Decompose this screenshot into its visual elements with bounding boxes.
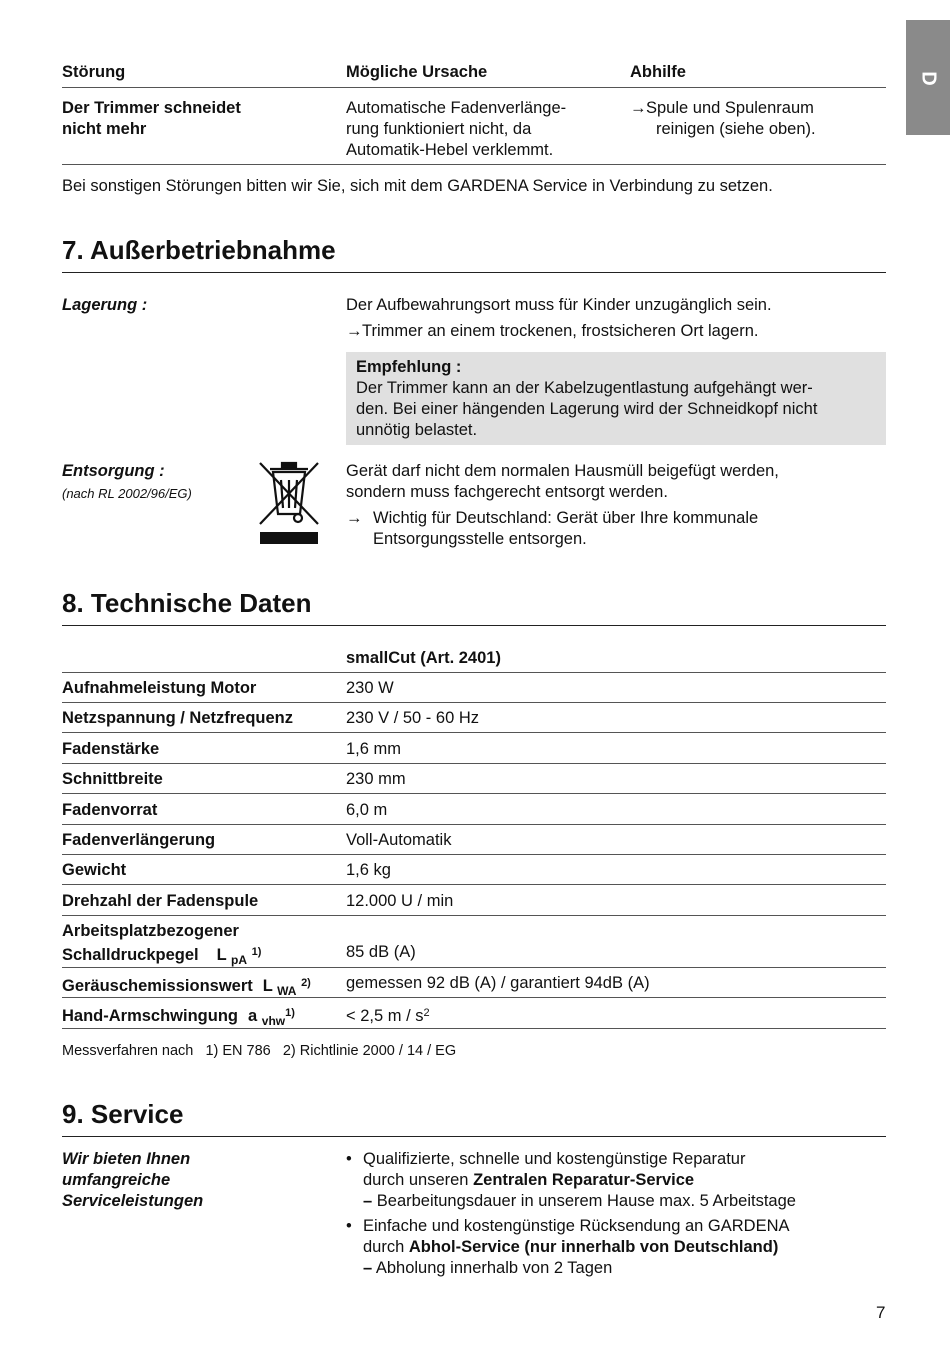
cause-text (346, 98, 566, 161)
model-header: smallCut (Art. 2401) (346, 649, 501, 667)
storage-action (346, 321, 758, 342)
noise-emission-symbol: L (262, 977, 273, 995)
tech-divider (62, 793, 886, 794)
sound-pressure-label-line: Schalldruckpegel (62, 946, 199, 964)
problem-line: nicht mehr (62, 120, 147, 138)
problem-line: Der Trimmer schneidet (62, 99, 241, 117)
service-bullet-line: Bearbeitungsdauer in unserem Hause max. 5 Arbeitstage (372, 1192, 796, 1210)
cause-line: Automatische Fadenverlänge- (346, 99, 567, 117)
troubleshooting-footer: Bei sonstigen Störungen bitten wir Sie, sich mit dem GARDENA Service in Verbindung zu setzen. (62, 177, 773, 195)
noise-emission-value: gemessen 92 dB (A) / garantiert 94dB (A) (346, 974, 650, 992)
tech-divider (62, 1028, 886, 1029)
tech-divider (62, 702, 886, 703)
section-9-title: 9. Service (62, 1099, 184, 1129)
crossed-out-wheelie-bin-icon (256, 460, 322, 546)
section-7-rule (62, 272, 886, 273)
table-header-problem: Störung (62, 63, 126, 81)
tech-row-value: 230 mm (346, 770, 406, 788)
tech-divider (62, 732, 886, 733)
service-bullet-highlight: Zentralen Reparatur-Service (473, 1171, 695, 1189)
disposal-text (346, 461, 779, 503)
noise-emission-subscript: WA (277, 984, 297, 998)
tech-divider (62, 824, 886, 825)
remedy-line: Spule und Spulenraum (646, 99, 814, 117)
tech-divider (62, 967, 886, 968)
service-bullet-dash: – (363, 1192, 373, 1210)
tech-row-value: 230 W (346, 679, 394, 697)
disposal-note: (nach RL 2002/96/EG) (62, 486, 192, 501)
sound-pressure-ref: 1) (251, 946, 262, 958)
service-bullet-line-prefix: durch unseren (363, 1171, 474, 1189)
sound-pressure-symbol: L (216, 946, 227, 964)
service-bullet-line: Einfache und kostengünstige Rücksendung an GARDENA (363, 1217, 790, 1235)
storage-action-text: Trimmer an einem trockenen, frostsicheren Ort lagern. (362, 322, 759, 340)
sound-pressure-subscript: pA (231, 953, 248, 967)
tech-divider (62, 763, 886, 764)
measurement-footnote: Messverfahren nach 1) EN 786 2) Richtlinie 2000 / 14 / EG (62, 1043, 457, 1059)
sound-pressure-label (62, 921, 261, 971)
language-tab-label: D (917, 71, 940, 86)
problem-text (62, 98, 241, 140)
tech-divider (62, 997, 886, 998)
service-label-line: Wir bieten Ihnen (62, 1150, 191, 1168)
tech-row-value: 12.000 U / min (346, 892, 454, 910)
tech-row-label: Drehzahl der Fadenspule (62, 892, 259, 910)
tech-row-value: 230 V / 50 - 60 Hz (346, 709, 479, 727)
language-tab (906, 20, 950, 135)
page-number: 7 (876, 1303, 886, 1322)
tech-row-value: 1,6 mm (346, 740, 402, 758)
tech-row-label: Netzspannung / Netzfrequenz (62, 709, 294, 727)
service-bullet-line: Abholung innerhalb von 2 Tagen (372, 1259, 613, 1277)
bullet-icon: • (346, 1217, 352, 1235)
recommendation-line: Der Trimmer kann an der Kabelzugentlastung aufgehängt wer- (356, 379, 813, 397)
recommendation-line: den. Bei einer hängenden Lagerung wird der Schneidkopf nicht (356, 400, 818, 418)
tech-row-label: Aufnahmeleistung Motor (62, 679, 257, 697)
sound-pressure-value: 85 dB (A) (346, 943, 416, 961)
service-bullet-line-prefix: durch (363, 1238, 409, 1256)
tech-row-label: Fadenstärke (62, 740, 160, 758)
disposal-action (346, 508, 758, 550)
disposal-action-line: Entsorgungsstelle entsorgen. (373, 530, 587, 548)
recommendation-box (346, 352, 886, 445)
disposal-line: Gerät darf nicht dem normalen Hausmüll beigefügt werden, (346, 462, 779, 480)
disposal-label: Entsorgung : (62, 462, 165, 480)
storage-label: Lagerung : (62, 296, 148, 314)
service-bullet-highlight: Abhol-Service (nur innerhalb von Deutschland) (408, 1238, 779, 1256)
noise-emission-ref: 2) (301, 977, 311, 989)
tech-divider (62, 915, 886, 916)
remedy-line: reinigen (siehe oben). (656, 120, 816, 138)
section-7-title: 7. Außerbetriebnahme (62, 235, 336, 265)
tech-row-label: Fadenvorrat (62, 801, 158, 819)
arrow-right-icon: → (346, 322, 363, 340)
tech-row-label: Fadenverlängerung (62, 831, 216, 849)
tech-row-label: Schnittbreite (62, 770, 163, 788)
storage-text: Der Aufbewahrungsort muss für Kinder unzugänglich sein. (346, 296, 772, 314)
service-bullet-line: Qualifizierte, schnelle und kostengünstige Reparatur (363, 1150, 746, 1168)
tech-row-value: 1,6 kg (346, 861, 391, 879)
tech-row-label: Gewicht (62, 861, 127, 879)
tech-divider (62, 854, 886, 855)
table-bottom-divider (62, 164, 886, 165)
table-header-cause: Mögliche Ursache (346, 63, 488, 81)
service-label (62, 1149, 203, 1212)
vibration-ref: 1) (285, 1007, 295, 1019)
arrow-right-icon: → (346, 509, 363, 527)
tech-divider (62, 884, 886, 885)
disposal-action-line: Wichtig für Deutschland: Gerät über Ihre kommunale (373, 509, 759, 527)
vibration-value-exponent: 2 (423, 1007, 430, 1019)
service-bullet-1 (346, 1149, 796, 1212)
vibration-value (346, 1003, 430, 1027)
arrow-right-icon: → (630, 99, 647, 117)
cause-line: rung funktioniert nicht, da (346, 120, 532, 138)
section-8-title: 8. Technische Daten (62, 588, 312, 618)
table-header-remedy: Abhilfe (630, 63, 686, 81)
service-label-line: Serviceleistungen (62, 1192, 204, 1210)
service-bullet-2 (346, 1216, 790, 1279)
bullet-icon: • (346, 1150, 352, 1168)
disposal-line: sondern muss fachgerecht entsorgt werden. (346, 483, 668, 501)
tech-row-value: Voll-Automatik (346, 831, 452, 849)
section-8-rule (62, 625, 886, 626)
service-label-line: umfangreiche (62, 1171, 171, 1189)
noise-emission-label-text: Geräuschemissionswert (62, 977, 253, 995)
recommendation-title: Empfehlung : (356, 358, 462, 376)
cause-line: Automatik-Hebel verklemmt. (346, 141, 554, 159)
table-header-divider (62, 87, 886, 88)
service-bullet-dash: – (363, 1259, 373, 1277)
tech-divider (62, 672, 886, 673)
section-9-rule (62, 1136, 886, 1137)
tech-row-value: 6,0 m (346, 801, 388, 819)
sound-pressure-label-line: Arbeitsplatzbezogener (62, 922, 239, 940)
recommendation-line: unnötig belastet. (356, 421, 478, 439)
vibration-label-text: Hand-Armschwingung (62, 1007, 238, 1025)
remedy-text (630, 98, 816, 140)
vibration-subscript: vhw (261, 1014, 286, 1028)
vibration-symbol: a (248, 1007, 258, 1025)
vibration-value-text: < 2,5 m / s (346, 1007, 424, 1025)
